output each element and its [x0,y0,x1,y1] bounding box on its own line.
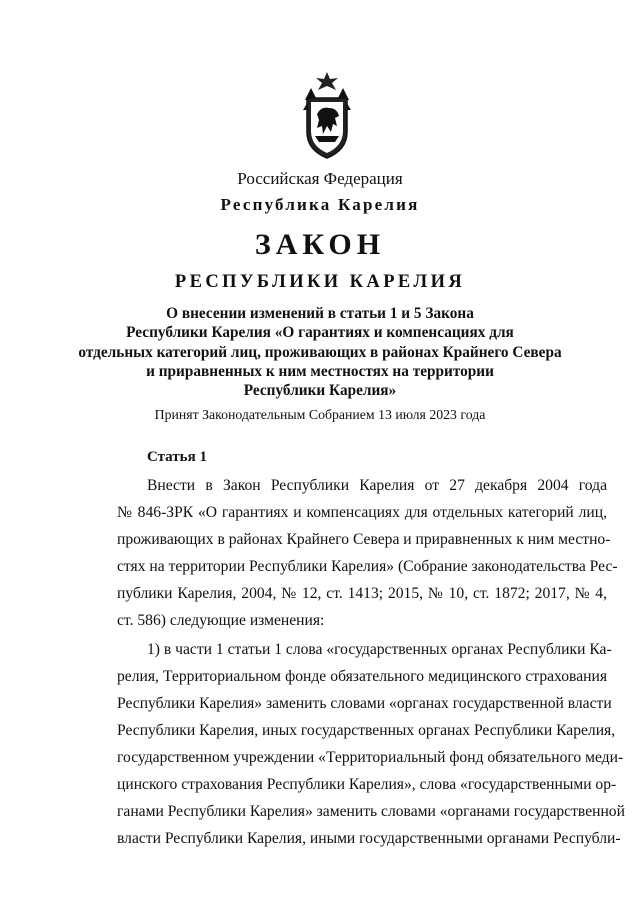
article-line: власти Республики Карелия, иными государственными органами Республи- [117,830,621,847]
article-line: № 846-ЗРК «О гарантиях и компенсациях для отдельных категорий лиц, [117,504,607,521]
law-about-title [0,304,640,400]
article-line: релия, Территориальном фонде обязательного медицинского страхования [117,668,607,685]
adoption-note: Принят Законодательным Собранием 13 июля 2023 года [154,407,486,422]
article-line: 1) в части 1 статьи 1 слова «государственных органах Республики Ка- [147,641,612,658]
law-title: ЗАКОН [254,228,386,261]
law-subtitle: РЕСПУБЛИКИ КАРЕЛИЯ [174,272,466,292]
about-line: Республики Карелия» [243,382,397,400]
article-heading: Статья 1 [147,449,207,465]
article-line: ганами Республики Карелия» заменить словами «органами государственной [117,803,625,820]
coat-of-arms-emblem [297,70,357,160]
article-line: проживающих в районах Крайнего Севера и приравненных к ним местно- [117,531,611,548]
country-name: Российская Федерация [237,169,403,188]
about-line: Республики Карелия «О гарантиях и компенсациях для [126,324,514,342]
article-line: государственном учреждении «Территориальный фонд обязательного меди- [117,749,624,766]
article-line: Республики Карелия, иных государственных органах Республики Карелия, [117,722,616,739]
article-line: стях на территории Республики Карелия» (Собрание законодательства Рес- [117,558,618,575]
article-line: Внести в Закон Республики Карелия от 27 декабря 2004 года [147,477,607,494]
star-icon [316,72,338,90]
about-line: и приравненных к ним местностях на территории [146,362,494,380]
about-line: О внесении изменений в статьи 1 и 5 Закона [166,305,474,322]
article-line: публики Карелия, 2004, № 12, ст. 1413; 2015, № 10, ст. 1872; 2017, № 4, [117,585,607,602]
article-line: цинского страхования Республики Карелия», слова «государственными ор- [117,776,617,793]
republic-name: Республика Карелия [220,195,420,214]
about-line: отдельных категорий лиц, проживающих в районах Крайнего Севера [78,343,562,361]
article-line: ст. 586) следующие изменения: [117,612,325,629]
article-line: Республики Карелия» заменить словами «органах государственной власти [117,695,612,712]
